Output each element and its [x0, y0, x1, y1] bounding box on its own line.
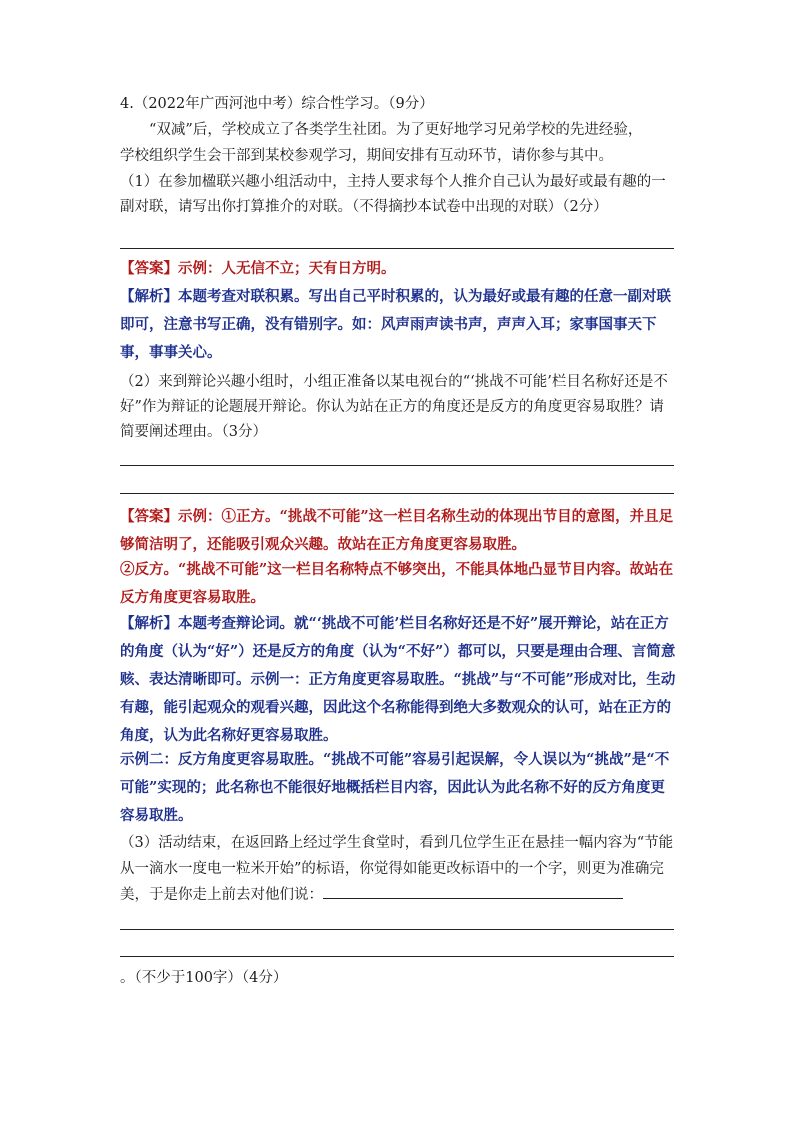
part2-analysis-1 [120, 610, 676, 750]
question-intro-line-2: 学校组织学生会干部到某校参观学习，期间安排有互动环节，请你参与其中。 [120, 148, 613, 164]
analysis-text-1: 本题考查辩论词。就“‘挑战不可能’栏目名称好还是不好”展开辩论，站在正方的角度（认为“好”）还是反方的角度（认为“不好”）都可以，只要是理由合理、言简意赅、表达清晰即可。示例一：正方角度更容易取胜。“挑战”与“不可能”形成对比，生动有趣，能引起观众的观看兴趣，因此这个名称能得到绝大多数观众的认可，站在正方的角度，认为此名称好更容易取胜。 [120, 615, 676, 744]
part2-analysis-2 [120, 746, 676, 830]
question-header: 4.（2022年广西河池中考）综合性学习。（9分） [120, 96, 434, 112]
part2-prompt: （2）来到辩论兴趣小组时，小组正准备以某电视台的“‘挑战不可能’栏目名称好还是不好”作为辩证的论题展开辩论。你认为站在正方的角度还是反方的角度更容易取胜？请简要阐述理由。（3分） [120, 374, 668, 440]
question-intro-line-1: “双减”后，学校成立了各类学生社团。为了更好地学习兄弟学校的先进经验， [149, 122, 643, 138]
part1-answer-line[interactable] [120, 248, 674, 249]
answer-text-1: 示例：①正方。“挑战不可能”这一栏目名称生动的体现出节目的意图，并且足够简洁明了，还能吸引观众兴趣。故站在正方角度更容易取胜。 [120, 508, 674, 553]
analysis-text: 本题考查对联积累。写出自己平时积累的，认为最好或最有趣的任意一副对联即可，注意书写正确，没有错别字。如：风声雨声读书声，声声入耳；家事国事天下事，事事关心。 [120, 288, 671, 361]
part1-prompt: （1）在参加楹联兴趣小组活动中，主持人要求每个人推介自己认为最好或最有趣的一副对联，请写出你打算推介的对联。（不得摘抄本试卷中出现的对联）（2分） [120, 174, 666, 215]
answer-text: 示例：人无信不立；天有日方明。 [178, 260, 396, 277]
part3-inline-blank[interactable] [323, 884, 623, 899]
part3-answer-line-2[interactable] [120, 956, 674, 957]
part2-answer-2 [120, 556, 676, 612]
part2-answer-1 [120, 503, 676, 559]
part1-analysis [120, 283, 676, 367]
part3-suffix: 。（不少于100字）（4分） [120, 970, 288, 986]
part3-prompt-text: （3）活动结束，在返回路上经过学生食堂时，看到几位学生正在悬挂一幅内容为“节能从一滴水一度电一粒米开始”的标语，你觉得如能更改标语中的一个字，则更为准确完美，于是你走上前去对他们说： [120, 835, 674, 903]
part3-answer-line-1[interactable] [120, 929, 674, 930]
part3-prompt [120, 830, 676, 908]
part1-answer [120, 256, 676, 282]
part2-answer-line-2[interactable] [120, 493, 674, 494]
answer-tag: 【答案】 [120, 260, 178, 277]
analysis-tag: 【解析】 [120, 615, 178, 632]
part2-answer-line-1[interactable] [120, 465, 674, 466]
answer-tag: 【答案】 [120, 508, 178, 525]
analysis-text-2: 示例二：反方角度更容易取胜。“挑战不可能”容易引起误解，令人误以为“挑战”是“不可能”实现的；此名称也不能很好地概括栏目内容，因此认为此名称不好的反方角度更容易取胜。 [120, 751, 670, 824]
analysis-tag: 【解析】 [120, 288, 178, 305]
answer-text-2: ②反方。“挑战不可能”这一栏目名称特点不够突出，不能具体地凸显节目内容。故站在反方角度更容易取胜。 [120, 561, 674, 606]
